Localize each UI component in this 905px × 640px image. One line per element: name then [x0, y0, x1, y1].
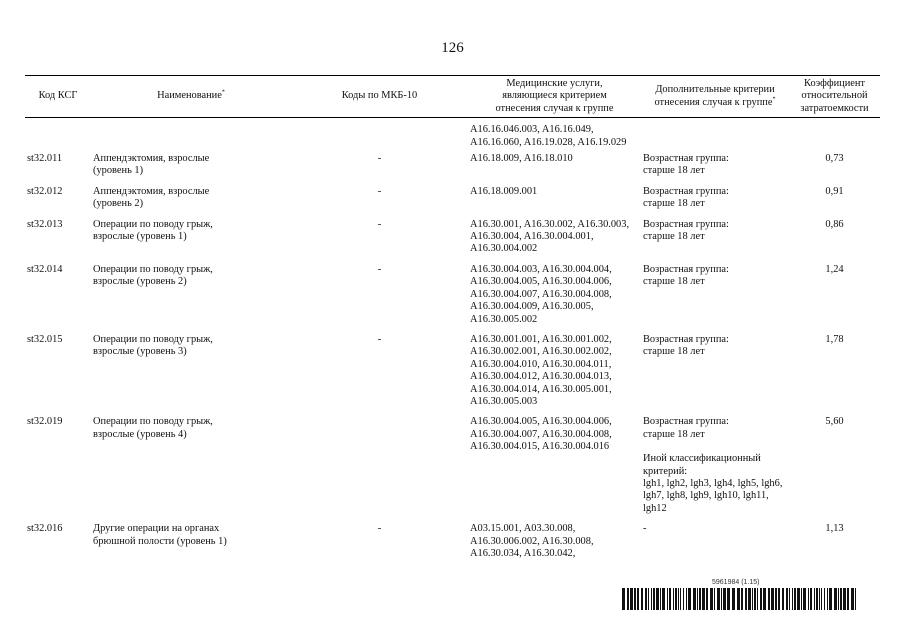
cell-name: Операции по поводу грыж, взрослые (уровень 1)	[93, 218, 213, 243]
cell-serv: A16.30.004.005, A16.30.004.006, A16.30.004.007, A16.30.004.008, A16.30.004.015, A16.30.004.016	[470, 416, 612, 453]
cell-mkb	[291, 416, 468, 523]
cell-coef: 1,78	[825, 333, 844, 345]
cell-name: Аппендэктомия, взрослые (уровень 1)	[93, 153, 210, 177]
table-row	[25, 264, 880, 334]
cell-add: Возрастная группа: старше 18 лет	[643, 333, 729, 358]
cell-serv: A16.30.001, A16.30.002, A16.30.003, A16.30.004, A16.30.004.001, A16.30.004.002	[470, 218, 630, 255]
table-row	[25, 416, 880, 523]
cell-code: st32.019	[27, 416, 63, 428]
table-header-row	[25, 76, 880, 118]
cell-code	[25, 118, 91, 153]
cell-code: st32.015	[27, 333, 63, 345]
header-coef: Коэффициент относительной затратоемкости	[789, 76, 880, 118]
cell-mkb: -	[377, 153, 382, 165]
header-services: Медицинские услуги, являющиеся критерием отнесения случая к группе	[468, 76, 641, 118]
cell-serv: A16.30.004.003, A16.30.004.004, A16.30.004.005, A16.30.004.006, A16.30.004.007, A16.30.004.008, A16.30.004.009, A16.30.005, A16.30.005.002	[470, 263, 612, 325]
cell-add: Возрастная группа: старше 18 лет Иной классификационный критерий: lgh1, lgh2, lgh3, lgh4, lgh5, lgh6, lgh7, lgh8, lgh9, lgh10, lgh11, lgh12	[643, 416, 783, 514]
cell-coef: 0,91	[825, 185, 844, 197]
cell-add	[641, 118, 789, 153]
cell-name: Другие операции на органах брюшной полости (уровень 1)	[93, 523, 227, 547]
cell-mkb: -	[377, 263, 382, 275]
table-row	[25, 523, 880, 568]
table-row	[25, 118, 880, 153]
cell-code: st32.013	[27, 218, 63, 230]
cell-serv: A16.16.046.003, A16.16.049, A16.16.060, A16.19.028, A16.19.029	[470, 124, 627, 148]
table-row	[25, 219, 880, 264]
barcode-icon	[622, 588, 858, 610]
cell-mkb: -	[377, 523, 382, 535]
cell-name: Операции по поводу грыж, взрослые (уровень 2)	[93, 263, 213, 288]
table-row	[25, 186, 880, 219]
cell-mkb: -	[377, 333, 382, 345]
cell-name: Аппендэктомия, взрослые (уровень 2)	[93, 185, 210, 210]
cell-serv: A16.18.009, A16.18.010	[470, 153, 573, 165]
cell-code: st32.014	[27, 263, 63, 275]
cell-coef: 1,13	[825, 523, 844, 535]
cell-mkb	[291, 118, 468, 153]
cell-code: st32.012	[27, 185, 63, 197]
cell-mkb: -	[377, 185, 382, 197]
cell-serv: A03.15.001, A03.30.008, A16.30.006.002, A16.30.008, A16.30.034, A16.30.042,	[470, 523, 594, 559]
cell-add: Возрастная группа: старше 18 лет	[643, 185, 729, 210]
cell-code: st32.016	[27, 523, 63, 535]
cell-coef	[789, 118, 880, 153]
cell-code: st32.011	[27, 153, 63, 165]
header-mkb: Коды по МКБ-10	[291, 76, 468, 118]
header-name: Наименование*	[91, 76, 291, 118]
cell-add: -	[643, 523, 647, 535]
cell-name	[91, 118, 291, 153]
cell-mkb: -	[377, 218, 382, 230]
cell-add: Возрастная группа: старше 18 лет	[643, 263, 729, 288]
table-row	[25, 153, 880, 186]
cell-serv: A16.30.001.001, A16.30.001.002, A16.30.002.001, A16.30.002.002, A16.30.004.010, A16.30.004.011, A16.30.004.012, A16.30.004.013, A16.30.004.014, A16.30.005.001, A16.30.005.003	[470, 333, 612, 407]
ksg-table	[25, 75, 880, 568]
header-code: Код КСГ	[25, 76, 91, 118]
cell-add: Возрастная группа: старше 18 лет	[643, 218, 729, 243]
cell-coef: 0,86	[825, 218, 844, 230]
cell-serv: A16.18.009.001	[470, 185, 538, 197]
cell-coef: 0,73	[825, 153, 844, 165]
cell-coef: 5,60	[825, 416, 844, 428]
cell-add: Возрастная группа: старше 18 лет	[643, 153, 729, 177]
cell-coef: 1,24	[825, 263, 844, 275]
barcode-label: 5961984 (1.15)	[712, 579, 760, 586]
cell-name: Операции по поводу грыж, взрослые (уровень 3)	[93, 333, 213, 358]
header-additional: Дополнительные критерии отнесения случая к группе*	[641, 76, 789, 118]
page-number: 126	[441, 40, 464, 56]
cell-name: Операции по поводу грыж, взрослые (уровень 4)	[93, 416, 213, 440]
table-row	[25, 334, 880, 416]
